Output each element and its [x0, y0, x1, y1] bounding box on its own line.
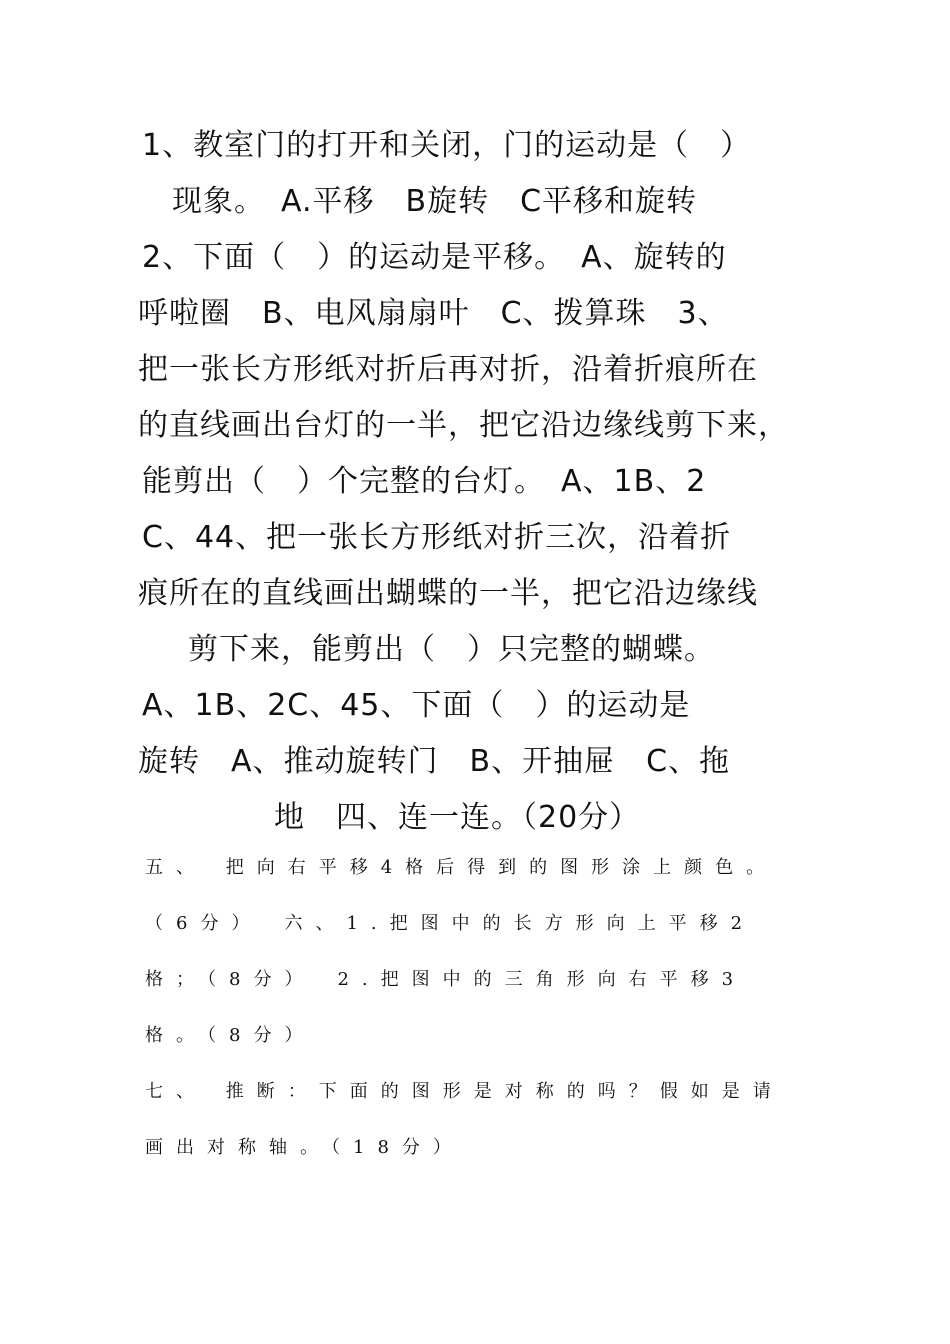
section-5-line-1: 五、 把向右平移4格后得到的图形涂上颜色。 — [145, 857, 778, 878]
question-2-line-2: 呼啦圈 B、电风扇扇叶 C、拨算珠 3、 — [138, 296, 729, 331]
question-1-line-2: 现象。 A.平移 B旋转 C平移和旋转 — [172, 184, 698, 219]
question-4-line-2: 痕所在的直线画出蝴蝶的一半，把它沿边缘线 — [138, 576, 758, 611]
question-2-line-1: 2、下面（ ）的运动是平移。 A、旋转的 — [142, 240, 727, 275]
question-3-line-1: 把一张长方形纸对折后再对折，沿着折痕所在 — [138, 352, 758, 387]
section-6-line-1: （6分） 六、1.把图中的长方形向上平移2 — [145, 913, 756, 934]
question-4-line-3: 剪下来，能剪出（ ）只完整的蝴蝶。 — [188, 632, 715, 667]
question-3-line-2: 的直线画出台灯的一半，把它沿边缘线剪下来， — [138, 408, 789, 443]
question-1-line-1: 1、教室门的打开和关闭，门的运动是（ ） — [142, 128, 752, 163]
question-3-line-3: 能剪出（ ）个完整的台灯。 A、1B、2 — [142, 464, 707, 499]
section-6-line-2: 格；（8分） 2.把图中的三角形向右平移3 — [145, 969, 747, 990]
section-7-line-2: 画出对称轴。（18分） — [145, 1137, 464, 1158]
question-5-line-1: A、1B、2C、45、下面（ ）的运动是 — [142, 688, 691, 723]
question-5-line-2: 旋转 A、推动旋转门 B、开抽屉 C、拖 — [138, 744, 731, 779]
section-4-heading: 地 四、连一连。（20分） — [274, 800, 641, 835]
section-7-line-1: 七、 推断：下面的图形是对称的吗？假如是请 — [145, 1081, 784, 1102]
section-6-line-3: 格。（8分） — [145, 1025, 316, 1046]
question-4-line-1: C、44、把一张长方形纸对折三次，沿着折 — [142, 520, 732, 555]
